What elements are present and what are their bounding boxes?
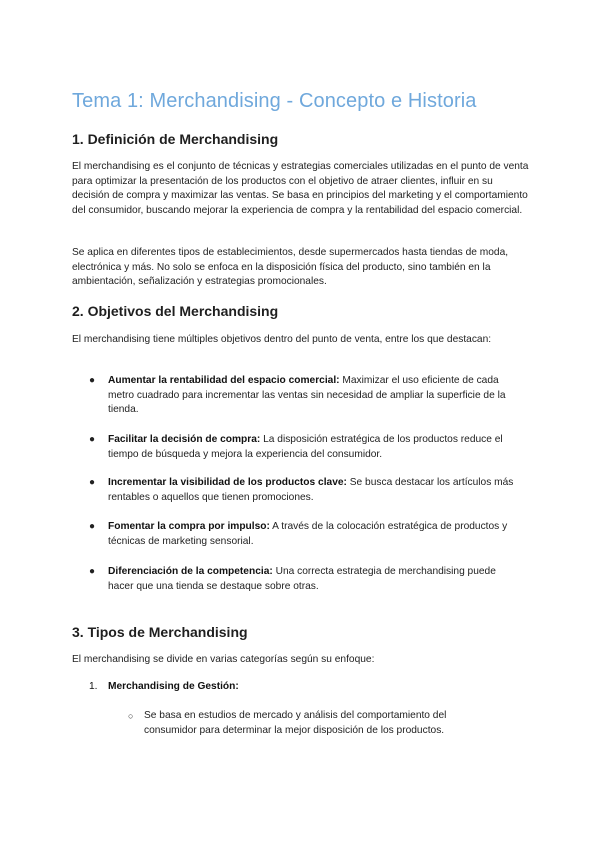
- list-item-text: A través de la colocación estratégica de productos y técnicas de marketing sensorial.: [108, 521, 508, 547]
- bullet-icon: ●: [89, 521, 96, 532]
- circle-bullet-icon: ○: [128, 711, 134, 721]
- bullet-icon: ●: [89, 477, 96, 488]
- list-item: [89, 374, 518, 418]
- bullet-icon: ●: [89, 375, 96, 386]
- sub-list-item-text: Se basa en estudios de mercado y análisis del comportamiento del consumidor para determinar la mejor disposición de los productos.: [144, 710, 447, 736]
- section-2-heading: 2. Objetivos del Merchandising: [72, 303, 279, 319]
- list-item-label: Incrementar la visibilidad de los productos clave:: [108, 477, 347, 488]
- list-item-text: Se busca destacar los artículos más rentables o aquellos que tienen promociones.: [108, 477, 514, 503]
- list-item-label: Facilitar la decisión de compra:: [108, 434, 261, 445]
- section-3-intro: El merchandising se divide en varias categorías según su enfoque:: [72, 654, 375, 665]
- list-number: 1.: [89, 681, 98, 692]
- section-2-intro: El merchandising tiene múltiples objetivos dentro del punto de venta, entre los que destacan:: [72, 334, 492, 345]
- list-item: [89, 520, 518, 549]
- section-1-paragraph-2: Se aplica en diferentes tipos de establecimientos, desde supermercados hasta tiendas de moda, electrónica y más. No solo se enfoca en la disposición física del producto, sino también en la ambientación, señalización y estrategias promocionales.: [72, 247, 509, 288]
- numbered-list-item: [89, 680, 239, 695]
- section-1-heading: 1. Definición de Merchandising: [72, 131, 279, 147]
- list-item-label: Fomentar la compra por impulso:: [108, 521, 270, 532]
- list-item: [89, 433, 518, 462]
- bullet-icon: ●: [89, 434, 96, 445]
- numbered-item-label: Merchandising de Gestión:: [108, 681, 239, 692]
- section-3-heading: 3. Tipos de Merchandising: [72, 624, 248, 640]
- list-item: [89, 476, 518, 505]
- list-item-label: Diferenciación de la competencia:: [108, 566, 273, 577]
- list-item-text: Maximizar el uso eficiente de cada metro cuadrado para incrementar las ventas sin necesidad de ampliar la superficie de la tienda.: [108, 375, 506, 416]
- list-item: [89, 565, 518, 594]
- section-1-paragraph-1: El merchandising es el conjunto de técnicas y estrategias comerciales utilizadas en el punto de venta para optimizar la presentación de los productos con el objetivo de atraer clientes, influir en su decisión de compra y maximizar las ventas. Se basa en principios del marketing y el comportamiento del consumidor, buscando mejorar la experiencia de compra y la rentabilidad del espacio comercial.: [72, 161, 529, 217]
- document-title: Tema 1: Merchandising - Concepto e Historia: [72, 90, 477, 112]
- list-item-text: Una correcta estrategia de merchandising puede hacer que una tienda se destaque sobre otras.: [108, 566, 496, 592]
- list-item-label: Aumentar la rentabilidad del espacio comercial:: [108, 375, 340, 386]
- sub-list-item: [128, 709, 484, 738]
- list-item-text: La disposición estratégica de los productos reduce el tiempo de búsqueda y mejora la experiencia del consumidor.: [108, 434, 503, 460]
- bullet-icon: ●: [89, 566, 96, 577]
